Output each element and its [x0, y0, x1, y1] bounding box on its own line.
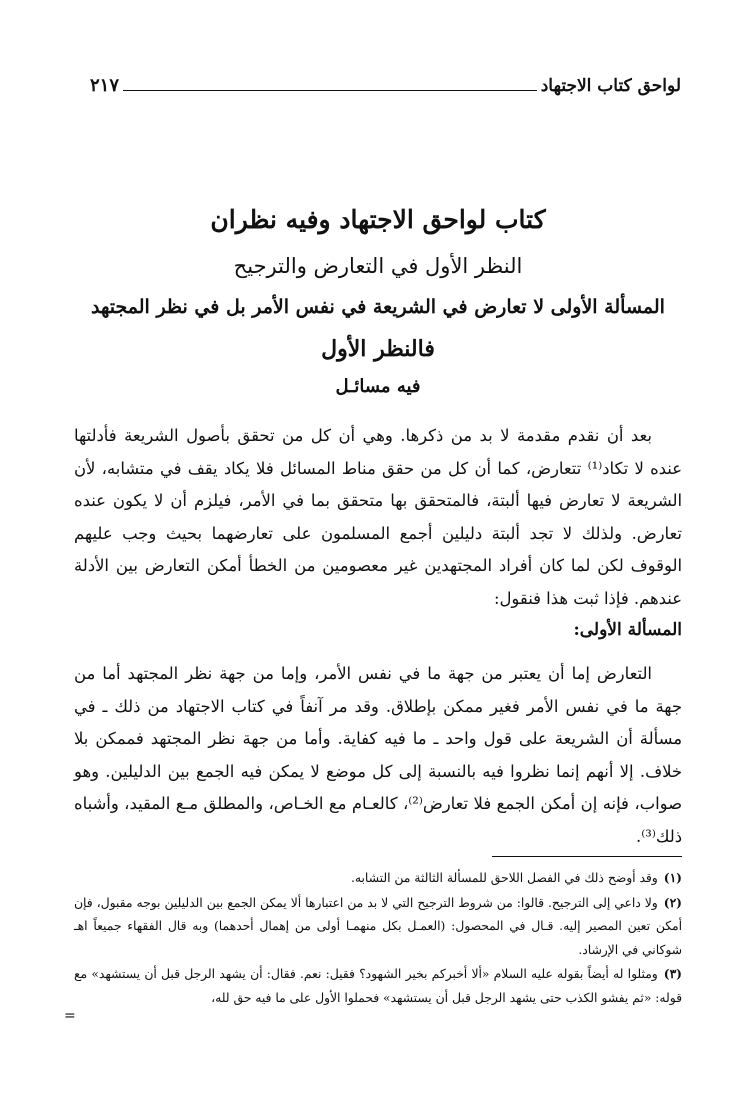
- page-number: ٢١٧: [90, 75, 120, 96]
- running-header: [90, 72, 681, 96]
- footnote-separator: [492, 856, 682, 857]
- footnote-2: [74, 891, 682, 963]
- footnote-1: [74, 866, 682, 891]
- masala-title: المسألة الأولى لا تعارض في الشريعة في نفس الأمر بل في نظر المجتهد: [91, 296, 665, 318]
- main-paragraph: التعارض إما أن يعتبر من جهة ما في نفس الأمر، وإما من جهة نظر المجتهد أما من جهة ما في نفس الأمر فغير ممكن بإطلاق. وقد مر آنفاً في كتاب الاجتهاد من ذلك ـ في مسألة أن الشريعة على قول واحد ـ ما فيه كفاية. وأما من جهة نظر المجتهد فممكن بلا خلاف. إلا أنهم إنما نظروا فيه بالنسبة إلى كل موضع لا يمكن فيه الجمع بين الدليلين. وهو صواب، فإنه إن أمكن الجمع فلا تعارض⁽²⁾، كالعـام مع الخـاص، والمطلق مـع المقيد، وأشباه ذلك⁽³⁾.: [74, 664, 683, 846]
- footnotes: [74, 866, 682, 1010]
- footnote-number: (٢): [663, 894, 682, 910]
- running-title: لواحق كتاب الاجتهاد: [540, 76, 681, 96]
- footnote-3: [74, 962, 682, 1010]
- footnote-text: ومثلوا له أيضاً بقوله عليه السلام «ألا أخبركم بخير الشهود؟ فقيل: نعم. فقال: أن يشهد الرجل قبل أن يستشهد» مع قوله: «ثم يفشو الكذب حتى يشهد الرجل قبل أن يستشهد» فحملوا الأول على ما فيه حق لله،: [74, 967, 682, 1005]
- continuation-mark: =: [64, 1008, 76, 1024]
- book-title: كتاب لواحق الاجتهاد وفيه نظران: [210, 205, 546, 234]
- footnote-number: (١): [663, 870, 682, 885]
- section-title: النظر الأول في التعارض والترجيح: [233, 254, 523, 278]
- header-rule: [123, 90, 537, 91]
- footnote-text: وقد أوضح ذلك في الفصل اللاحق للمسألة الثالثة من التشابه.: [351, 871, 658, 885]
- first-view-heading: فالنظر الأول: [321, 336, 435, 362]
- intro-paragraph: بعد أن نقدم مقدمة لا بد من ذكرها. وهي أن كل من تحقق بأصول الشريعة فأدلتها عنده لا تكاد⁽¹⁾ تتعارض، كما أن كل من حقق مناط المسائل فلا يكاد يقف في متشابه، لأن الشريعة لا تعارض فيها ألبتة، فالمتحقق بها متحقق بما في الأمر، فيلزم أن لا يكون عنده تعارض. ولذلك لا تجد ألبتة دليلين أجمع المسلمون على تعارضهما بحيث وجب عليهم الوقوف لكن لما كان أفراد المجتهدين غير معصومين من الخطأ أمكن التعارض بين الأدلة عندهم. فإذا ثبت هذا فنقول:: [74, 426, 682, 608]
- masala-subheading: المسألة الأولى:: [573, 620, 682, 640]
- footnote-number: (٣): [663, 966, 682, 981]
- footnote-text: ولا داعي إلى الترجيح. قالوا: من شروط الترجيح التي لا بد من اعتبارها ألا يمكن الجمع بين الدليلين بوجه مقبول، فإن أمكن تعين المصير إليه. قـال في المحصول: (العمـل بكل منهمـا أولى من إهمال أحدهما) وبه قال الفقهاء جميعاً اهـ شوكاني في الإرشاد.: [74, 895, 682, 957]
- masail-heading: فيه مسائـل: [335, 376, 421, 397]
